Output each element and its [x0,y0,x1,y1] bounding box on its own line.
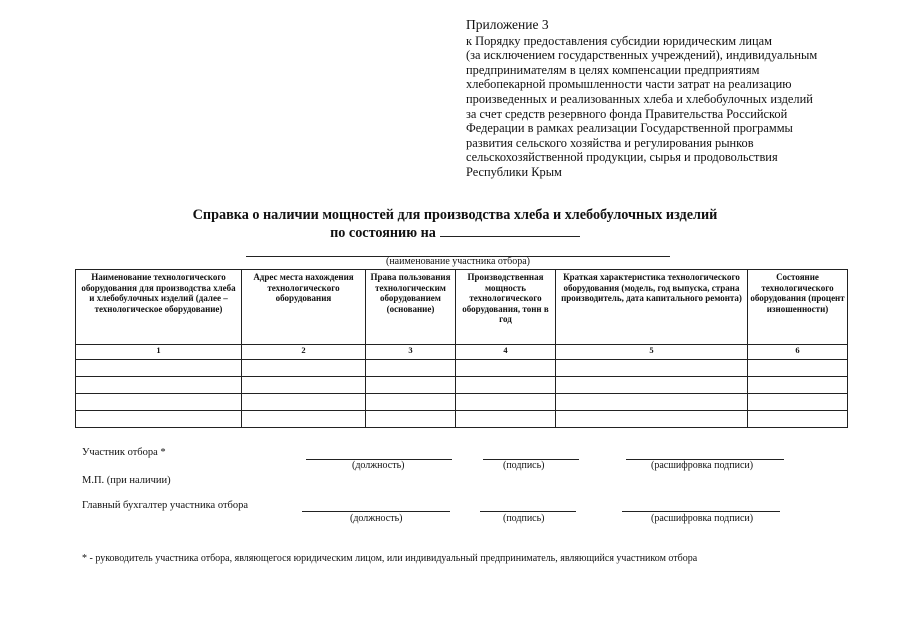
position-caption: (должность) [352,460,405,471]
column-number: 3 [366,345,456,360]
column-number-row [76,345,848,360]
table-cell[interactable] [76,360,242,377]
table-row [76,394,848,411]
table-cell[interactable] [556,360,748,377]
column-number: 6 [748,345,848,360]
table-cell[interactable] [456,360,556,377]
seal-label: М.П. (при наличии) [82,475,171,486]
position-caption: (должность) [350,513,403,524]
table-cell[interactable] [456,394,556,411]
column-header: Права пользования технологическим оборудованием (основание) [366,270,456,345]
table-cell[interactable] [366,360,456,377]
table-row [76,411,848,428]
table-cell[interactable] [556,394,748,411]
title-line-1: Справка о наличии мощностей для производства хлеба и хлебобулочных изделий [192,207,718,223]
table-row [76,377,848,394]
table-cell[interactable] [748,377,848,394]
table-header-row [76,270,848,345]
table-cell[interactable] [556,377,748,394]
title-line-2 [60,224,850,242]
org-name-caption: (наименование участника отбора) [386,256,530,267]
appendix-block [466,18,886,180]
appendix-line: (за исключением государственных учреждений), индивидуальным [466,48,818,63]
title-date-label: по состоянию на [330,225,436,241]
equipment-table [75,269,848,428]
accountant-label: Главный бухгалтер участника отбора [82,500,249,511]
appendix-heading: Приложение 3 [466,17,549,32]
table-cell[interactable] [748,394,848,411]
accountant-position-line[interactable] [302,511,450,512]
column-header: Краткая характеристика технологического оборудования (модель, год выпуска, страна производитель, дата капитального ремонта) [556,270,748,345]
table-cell[interactable] [748,411,848,428]
table-cell[interactable] [242,394,366,411]
table-cell[interactable] [748,360,848,377]
column-number: 5 [556,345,748,360]
table-cell[interactable] [76,411,242,428]
document-title [60,207,850,242]
accountant-signature-line[interactable] [480,511,576,512]
table-cell[interactable] [366,394,456,411]
table-cell[interactable] [76,394,242,411]
table-cell[interactable] [242,360,366,377]
appendix-line: сельскохозяйственной продукции, сырья и продовольствия [466,150,778,165]
signature-caption: (подпись) [503,460,545,471]
decode-caption: (расшифровка подписи) [651,460,754,471]
column-header: Производственная мощность технологического оборудования, тонн в год [456,270,556,345]
table-cell[interactable] [242,377,366,394]
decode-caption: (расшифровка подписи) [651,513,754,524]
appendix-line: за счет средств резервного фонда Правительства Российской [466,106,788,121]
appendix-line: к Порядку предоставления субсидии юридическим лицам [466,33,772,48]
appendix-line: развития сельского хозяйства и регулирования рынков [466,135,754,150]
appendix-line: предпринимателям в целях компенсации предприятиям [466,62,760,77]
participant-label: Участник отбора * [82,447,166,458]
column-number: 1 [76,345,242,360]
table-cell[interactable] [556,411,748,428]
date-blank-field[interactable] [440,224,580,237]
column-header: Наименование технологического оборудования для производства хлеба и хлебобулочных изделий (далее – технологическое оборудование) [76,270,242,345]
table-cell[interactable] [242,411,366,428]
appendix-line: Федерации в рамках реализации Государственной программы [466,121,793,136]
table-cell[interactable] [366,411,456,428]
accountant-decode-line[interactable] [622,511,780,512]
appendix-line: произведенных и реализованных хлеба и хлебобулочных изделий [466,91,813,106]
appendix-line: Республики Крым [466,164,562,179]
column-number: 4 [456,345,556,360]
column-header: Адрес места нахождения технологического оборудования [242,270,366,345]
footnote: * - руководитель участника отбора, являющегося юридическим лицом, или индивидуальный предприниматель, являющийся участником отбора [82,553,698,564]
table-row [76,360,848,377]
appendix-line: хлебопекарной промышленности части затрат на реализацию [466,77,792,92]
column-header: Состояние технологического оборудования (процент изношенности) [748,270,848,345]
table-cell[interactable] [456,377,556,394]
signature-caption: (подпись) [503,513,545,524]
column-number: 2 [242,345,366,360]
table-cell[interactable] [456,411,556,428]
table-cell[interactable] [76,377,242,394]
table-cell[interactable] [366,377,456,394]
